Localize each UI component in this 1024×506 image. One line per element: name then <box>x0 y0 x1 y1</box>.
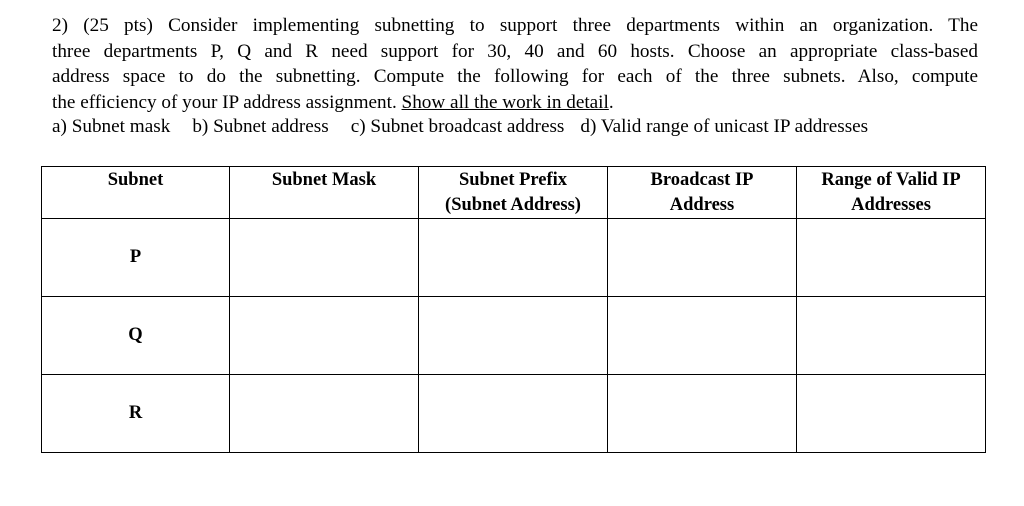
question-line-4 <box>52 90 978 116</box>
cell-subnet: R <box>42 375 230 453</box>
table-row <box>42 219 986 297</box>
cell-subnet: P <box>42 219 230 297</box>
question-emphasis: Show all the work in detail <box>401 91 609 113</box>
question-line-3: address space to do the subnetting. Compute the following for each of the three subnets. Also, compute <box>52 66 978 87</box>
question-parts <box>52 114 868 140</box>
table-row <box>42 375 986 453</box>
header-broadcast-line1: Broadcast IP <box>650 170 754 190</box>
header-subnet-mask <box>230 167 419 219</box>
cell-prefix[interactable] <box>419 375 608 453</box>
cell-prefix[interactable] <box>419 219 608 297</box>
header-subnet-prefix <box>419 167 608 219</box>
header-subnet-prefix-line2: (Subnet Address) <box>445 195 581 215</box>
part-c: c) Subnet broadcast address <box>350 116 565 137</box>
header-range-line2: Addresses <box>851 195 931 215</box>
header-subnet-line1: Subnet <box>107 170 164 190</box>
cell-mask[interactable] <box>230 375 419 453</box>
cell-mask[interactable] <box>230 219 419 297</box>
cell-range[interactable] <box>797 375 986 453</box>
header-range-line1: Range of Valid IP <box>821 170 961 190</box>
header-subnet-mask-line1: Subnet Mask <box>271 170 377 190</box>
header-broadcast <box>608 167 797 219</box>
cell-subnet: Q <box>42 297 230 375</box>
header-range <box>797 167 986 219</box>
table-row <box>42 297 986 375</box>
header-broadcast-line2: Address <box>669 195 735 215</box>
part-a: a) Subnet mask <box>52 116 171 137</box>
part-d: d) Valid range of unicast IP addresses <box>580 116 869 137</box>
cell-broadcast[interactable] <box>608 375 797 453</box>
cell-range[interactable] <box>797 219 986 297</box>
question-text <box>52 13 978 115</box>
cell-broadcast[interactable] <box>608 297 797 375</box>
cell-prefix[interactable] <box>419 297 608 375</box>
question-line-1: 2) (25 pts) Consider implementing subnetting to support three departments within an organization. The <box>52 15 978 36</box>
cell-mask[interactable] <box>230 297 419 375</box>
subnet-table <box>41 166 986 453</box>
question-line-4-text: the efficiency of your IP address assignment. <box>52 91 402 113</box>
question-line-2: three departments P, Q and R need support for 30, 40 and 60 hosts. Choose an appropriate class-based <box>52 40 978 62</box>
header-subnet <box>42 167 230 219</box>
cell-range[interactable] <box>797 297 986 375</box>
part-b: b) Subnet address <box>192 116 329 137</box>
question-emphasis-suffix: . <box>608 91 614 113</box>
cell-broadcast[interactable] <box>608 219 797 297</box>
header-subnet-prefix-line1: Subnet Prefix <box>458 170 568 190</box>
table-header-row <box>42 167 986 219</box>
